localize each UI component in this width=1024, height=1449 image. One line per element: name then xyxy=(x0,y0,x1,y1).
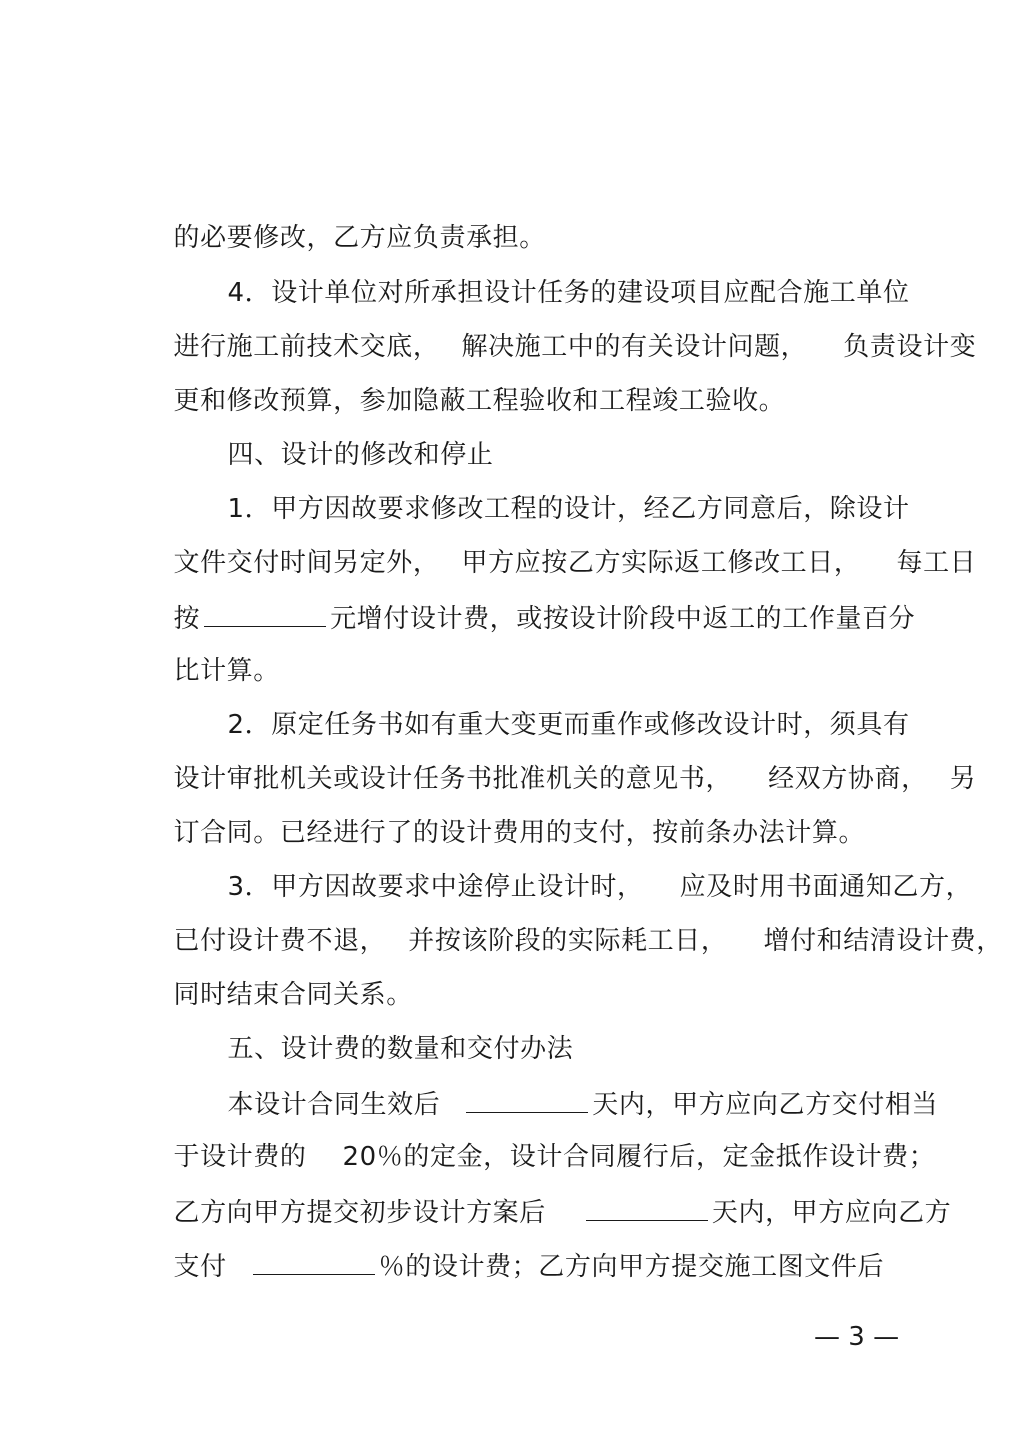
line-text: 按 xyxy=(173,604,201,634)
line-text: 应及时用书面通知乙方， xyxy=(679,872,973,902)
line-text: 的必要修改，乙方应负责承担。 xyxy=(173,223,546,253)
line-text: 每工日 xyxy=(896,548,977,578)
line-text: 经双方协商， xyxy=(768,764,928,794)
line-text: 元增付设计费，或按设计阶段中返工的工作量百分 xyxy=(330,604,916,634)
line-text: 天内，甲方应向乙方 xyxy=(711,1198,952,1228)
line-text: 支付 xyxy=(173,1252,227,1282)
fill-in-blank xyxy=(586,1196,708,1221)
line-text: 同时结束合同关系。 xyxy=(173,980,413,1010)
line-text: 另 xyxy=(949,764,977,794)
line-text: 设计审批机关或设计任务书批准机关的意见书， xyxy=(173,764,733,794)
line-text: 本设计合同生效后 xyxy=(227,1090,441,1120)
line-text: 已付设计费不退， xyxy=(173,926,387,956)
heading-text: 五、设计费的数量和交付办法 xyxy=(227,1034,574,1064)
line-text: 比计算。 xyxy=(173,656,280,686)
line-text: 更和修改预算，参加隐蔽工程验收和工程竣工验收。 xyxy=(173,386,786,416)
line-text: 并按该阶段的实际耗工日， xyxy=(408,926,728,956)
text-line-20 xyxy=(138,1220,884,1312)
line-text: 订合同。已经进行了的设计费用的支付，按前条办法计算。 xyxy=(173,818,866,848)
line-text: 解决施工中的有关设计问题， xyxy=(461,332,808,362)
line-text: 进行施工前技术交底， xyxy=(173,332,440,362)
page-number: — 3 — xyxy=(814,1322,900,1352)
line-text: 1．甲方因故要求修改工程的设计，经乙方同意后，除设计 xyxy=(227,494,910,524)
line-text: 增付和结清设计费， xyxy=(763,926,1003,956)
line-text: 负责设计变 xyxy=(843,332,977,362)
line-text: 文件交付时间另定外， xyxy=(173,548,440,578)
line-text: 天内，甲方应向乙方交付相当 xyxy=(592,1090,939,1120)
fill-in-blank xyxy=(466,1088,588,1113)
line-text: 20％的定金，设计合同履行后，定金抵作设计费； xyxy=(342,1142,936,1172)
line-text: 2．原定任务书如有重大变更而重作或修改设计时，须具有 xyxy=(227,710,910,740)
line-text: 3．甲方因故要求中途停止设计时， xyxy=(227,872,644,902)
line-text: 乙方向甲方提交初步设计方案后 xyxy=(173,1198,546,1228)
line-text: 甲方应按乙方实际返工修改工日， xyxy=(461,548,861,578)
fill-in-blank xyxy=(253,1250,375,1275)
heading-text: 四、设计的修改和停止 xyxy=(227,440,494,470)
line-text: ％的设计费；乙方向甲方提交施工图文件后 xyxy=(378,1252,885,1282)
line-text: 于设计费的 xyxy=(173,1142,307,1172)
fill-in-blank xyxy=(204,602,326,627)
line-text: 4．设计单位对所承担设计任务的建设项目应配合施工单位 xyxy=(227,278,910,308)
